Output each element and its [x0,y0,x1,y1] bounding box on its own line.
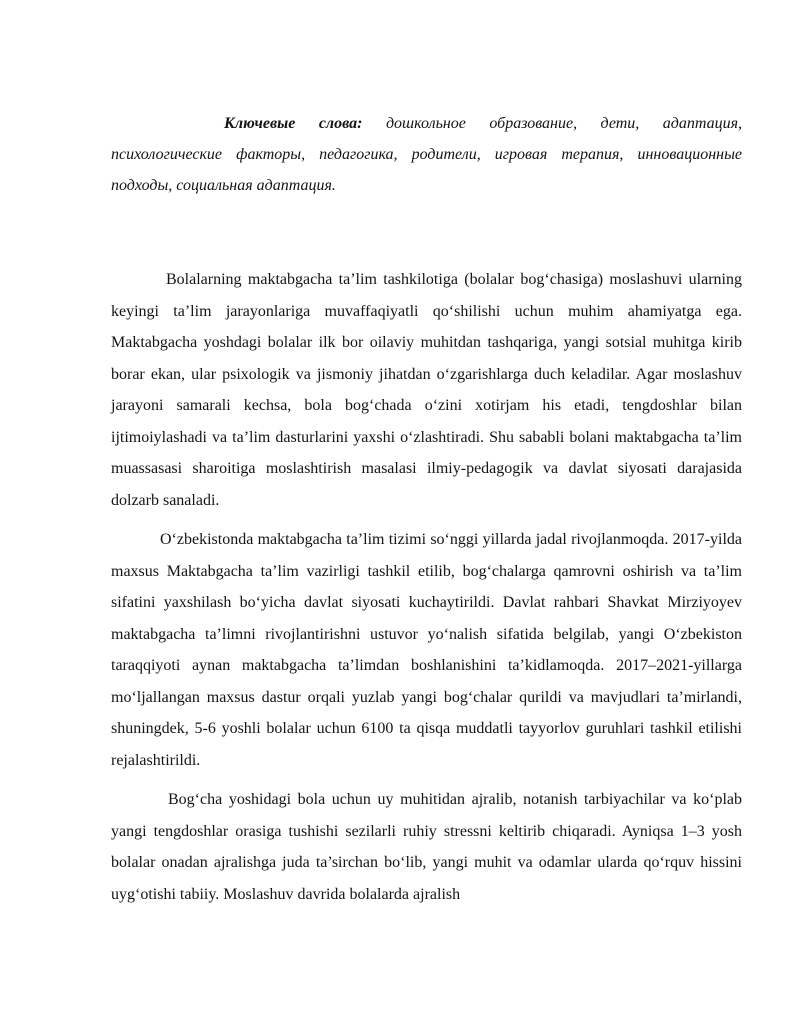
paragraph-2: O‘zbekistonda maktabgacha ta’lim tizimi so‘nggi yillarda jadal rivojlanmoqda. 2017-yilda maxsus Maktabgacha ta’lim vazirligi tashkil etilib, bog‘chalarga qamrovni oshirish va ta’lim sifatini yaxshilash bo‘yicha davlat siyosati kuchaytirildi. Davlat rahbari Shavkat Mirziyoyev maktabgacha ta’limni rivojlantirishni ustuvor yo‘nalish sifatida belgilab, yangi O‘zbekiston taraqqiyoti aynan maktabgacha ta’limdan boshlanishini ta’kidlamoqda. 2017–2021-yillarga mo‘ljallangan maxsus dastur orqali yuzlab yangi bog‘chalar qurildi va mavjudlari ta’mirlandi, shuningdek, 5-6 yoshli bolalar uchun 6100 ta qisqa muddatli tayyorlov guruhlari tashkil etilishi rejalashtirildi. [111,531,742,769]
document-page [111,108,742,918]
keywords-block [111,108,742,201]
paragraph-3: Bog‘cha yoshidagi bola uchun uy muhitidan ajralib, notanish tarbiyachilar va ko‘plab yangi tengdoshlar orasiga tushishi sezilarli ruhiy stressni keltirib chiqaradi. Ayniqsa 1–3 yosh bolalar onadan ajralishga juda ta’sirchan bo‘lib, yangi muhit va odamlar ularda qo‘rquv hissini uyg‘otishi tabiiy. Moslashuv davrida bolalarda ajralish [111,791,742,903]
keywords-text: дошкольное образование, дети, адаптация, психологические факторы, педагогика, родители, игровая терапия, инновационные подходы, социальная адаптация. [111,115,743,194]
keywords-label: Ключевые слова: [224,115,363,132]
paragraph-1: Bolalarning maktabgacha ta’lim tashkilotiga (bolalar bog‘chasiga) moslashuvi ularning keyingi ta’lim jarayonlariga muvaffaqiyatli qo‘shilishi uchun muhim ahamiyatga ega. Maktabgacha yoshdagi bolalar ilk bor oilaviy muhitdan tashqariga, yangi sotsial muhitga kirib borar ekan, ular psixologik va jismoniy jihatdan o‘zgarishlarga duch keladilar. Agar moslashuv jarayoni samarali kechsa, bola bog‘chada o‘zini xotirjam his etadi, tengdoshlar bilan ijtimoiylashadi va ta’lim dasturlarini yaxshi o‘zlashtiradi. Shu sababli bolani maktabgacha ta’lim muassasasi sharoitiga moslashtirish masalasi ilmiy-pedagogik va davlat siyosati darajasida dolzarb sanaladi. [111,271,742,509]
body-text [111,264,742,910]
